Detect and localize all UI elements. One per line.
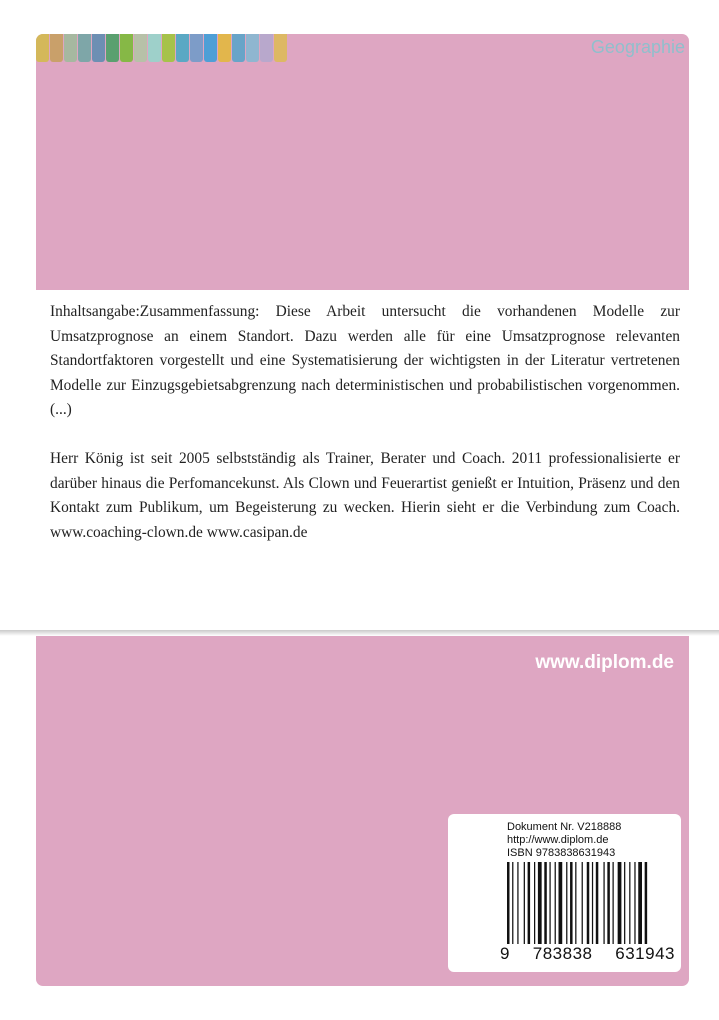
barcode-bar <box>534 862 535 944</box>
color-tab <box>78 34 91 62</box>
barcode-bar <box>528 862 531 944</box>
barcode-bar <box>517 862 518 944</box>
barcode-bar <box>538 862 542 944</box>
author-bio-paragraph: Herr König ist seit 2005 selbstständig als Trainer, Berater und Coach. 2011 professionalisierte er darüber hinaus die Perfomancekunst. Als Clown und Feuerartist genießt er Intuition, Präsenz und den Kontakt zum Publikum, um Begeisterung zu wecken. Hierin sieht er die Verbindung zum Coach. www.coaching-clown.de www.casipan.de <box>50 449 680 541</box>
barcode-bar <box>638 862 642 944</box>
color-tab <box>260 34 273 62</box>
summary-paragraph: Inhaltsangabe:Zusammenfassung: Diese Arbeit untersucht die vorhandenen Modelle zur Umsatzprognose an einem Standort. Dazu werden alle für eine Umsatzprognose relevanten Standortfaktoren vorgestellt und eine Systematisierung der wichtigsten in der Literatur vertretenen Modelle zur Einzugsgebietsabgrenzung nach deterministischen und probabilistischen vorgenommen. (...) <box>50 303 680 419</box>
barcode-bar <box>592 862 593 944</box>
barcode-bar <box>524 862 525 944</box>
color-tab <box>64 34 77 62</box>
color-tab <box>134 34 147 62</box>
barcode-digits <box>500 944 675 964</box>
color-tab <box>106 34 119 62</box>
publisher-url[interactable]: www.diplom.de <box>535 652 674 673</box>
back-cover-text <box>50 300 680 569</box>
barcode-bar <box>544 862 547 944</box>
barcode-bar <box>570 862 573 944</box>
document-url: http://www.diplom.de <box>507 834 609 846</box>
color-tab <box>232 34 245 62</box>
barcode-bar <box>596 862 599 944</box>
color-tab <box>190 34 203 62</box>
color-tab <box>176 34 189 62</box>
barcode-digit-group-left: 783838 <box>532 944 593 963</box>
document-info <box>507 821 621 860</box>
color-tab <box>162 34 175 62</box>
color-tab <box>120 34 133 62</box>
color-tabs <box>36 34 288 62</box>
barcode-bar <box>507 862 510 944</box>
barcode-bar <box>549 862 550 944</box>
color-tab <box>218 34 231 62</box>
barcode-icon <box>507 862 669 944</box>
cover-top-panel <box>36 34 689 290</box>
barcode-bar <box>607 862 610 944</box>
color-tab <box>204 34 217 62</box>
color-tab <box>36 34 49 62</box>
color-tab <box>274 34 287 62</box>
barcode-bar <box>575 862 576 944</box>
barcode-bar <box>566 862 567 944</box>
isbn-number: ISBN 9783838631943 <box>507 847 616 859</box>
barcode-bar <box>587 862 590 944</box>
barcode-bar <box>603 862 604 944</box>
barcode-bar <box>634 862 635 944</box>
barcode-bar <box>629 862 630 944</box>
barcode-bar <box>624 862 625 944</box>
barcode-bar <box>618 862 622 944</box>
barcode-bar <box>512 862 513 944</box>
barcode-bar <box>613 862 614 944</box>
barcode-digit-group-right: 631943 <box>615 944 675 963</box>
category-label: Geographie <box>590 37 685 57</box>
color-tab <box>50 34 63 62</box>
color-tab <box>148 34 161 62</box>
barcode-bar <box>555 862 556 944</box>
document-number: Dokument Nr. V218888 <box>507 821 622 833</box>
barcode-bar <box>582 862 583 944</box>
color-tab <box>246 34 259 62</box>
color-tab <box>92 34 105 62</box>
barcode-digit-prefix: 9 <box>500 944 510 963</box>
barcode-bar <box>645 862 648 944</box>
barcode-bar <box>559 862 563 944</box>
